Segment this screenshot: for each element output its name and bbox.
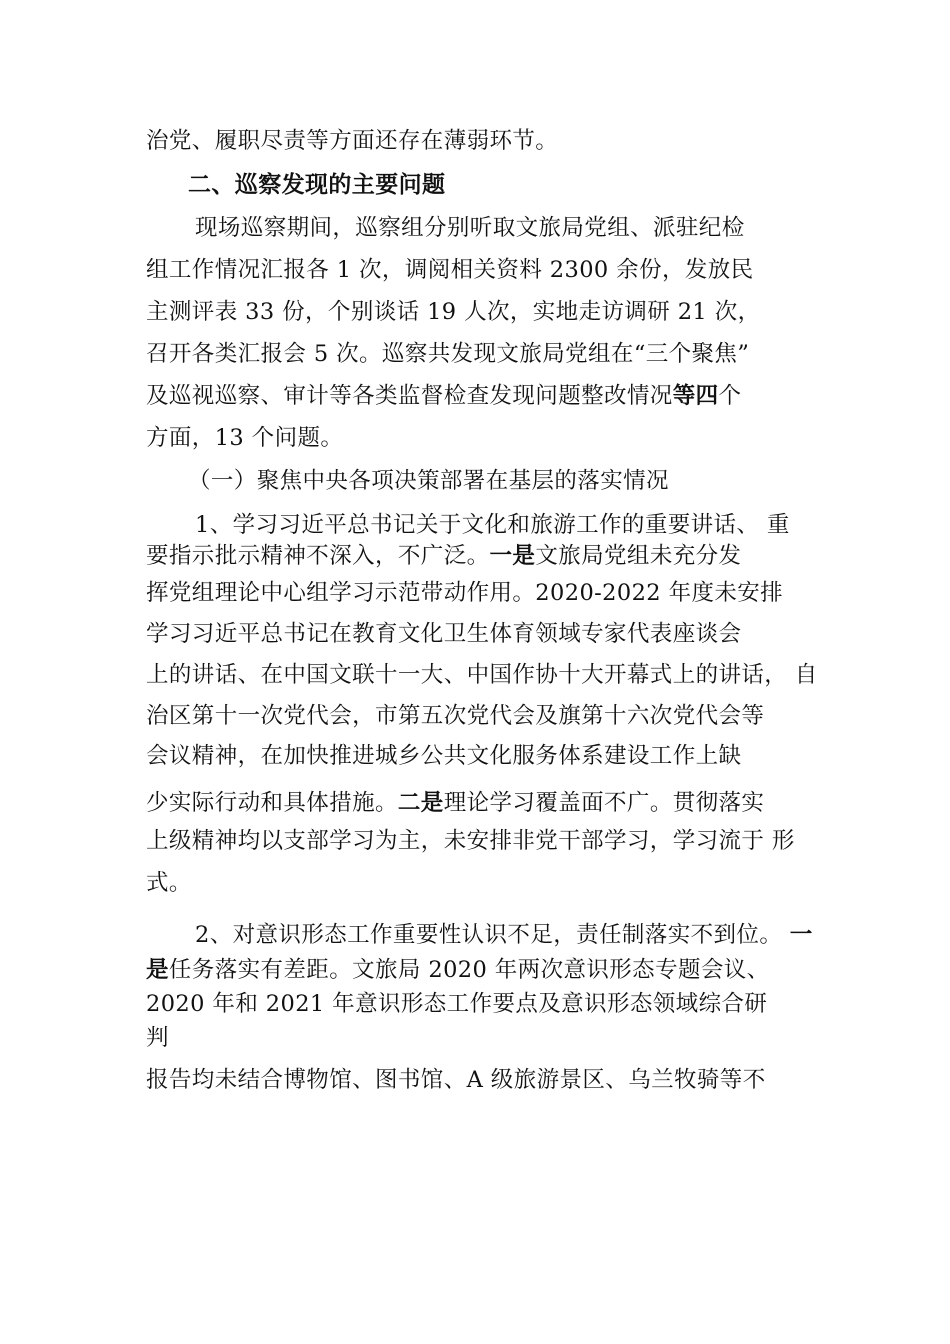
line-text: 任务落实有差距。文旅局 2020 年两次意识形态专题会议、 bbox=[168, 957, 770, 983]
paragraph-line: 学习习近平总书记在教育文化卫生体育领域专家代表座谈会 bbox=[146, 621, 742, 647]
paragraph-line bbox=[146, 955, 770, 985]
paragraph-line: 式。 bbox=[146, 870, 192, 896]
bold-text: 等四 bbox=[672, 383, 719, 409]
paragraph-line: 方面，13 个问题。 bbox=[146, 425, 344, 451]
paragraph-line: 挥党组理论中心组学习示范带动作用。2020-2022 年度未安排 bbox=[146, 580, 784, 606]
line-text: 文旅局党组未充分发 bbox=[535, 543, 742, 569]
paragraph-line: 治党、履职尽责等方面还存在薄弱环节。 bbox=[146, 128, 559, 154]
paragraph-line bbox=[146, 788, 764, 818]
paragraph-line: 主测评表 33 份，个别谈话 19 人次，实地走访调研 21 次， bbox=[146, 299, 761, 325]
paragraph-line: 1、学习习近平总书记关于文化和旅游工作的重要讲话、 重 bbox=[195, 512, 790, 538]
bold-text: 二是 bbox=[397, 790, 444, 816]
paragraph-line: 治区第十一次党代会，市第五次党代会及旗第十六次党代会等 bbox=[146, 703, 765, 729]
section-heading: 二、巡察发现的主要问题 bbox=[188, 172, 446, 198]
bold-text: 一是 bbox=[489, 543, 536, 569]
line-text: 要指示批示精神不深入，不广泛。 bbox=[146, 543, 490, 569]
paragraph-line: 2020 年和 2021 年意识形态工作要点及意识形态领域综合研 bbox=[146, 991, 768, 1017]
bold-text: 一 bbox=[789, 922, 813, 948]
line-text: 少实际行动和具体措施。 bbox=[146, 790, 398, 816]
paragraph-line: 召开各类汇报会 5 次。巡察共发现文旅局党组在“三个聚焦” bbox=[146, 341, 750, 367]
line-text: 个 bbox=[718, 383, 742, 409]
line-text: 理论学习覆盖面不广。贯彻落实 bbox=[443, 790, 765, 816]
paragraph-line: 上级精神均以支部学习为主，未安排非党干部学习，学习流于 形 bbox=[146, 828, 795, 854]
paragraph-line: 会议精神，在加快推进城乡公共文化服务体系建设工作上缺 bbox=[146, 743, 742, 769]
paragraph-line: 判 bbox=[146, 1025, 169, 1051]
paragraph-line bbox=[195, 920, 813, 950]
subsection-heading: （一）聚焦中央各项决策部署在基层的落实情况 bbox=[188, 468, 669, 494]
paragraph-line bbox=[146, 381, 741, 411]
bold-text: 是 bbox=[146, 957, 169, 983]
paragraph-line bbox=[146, 541, 741, 571]
paragraph-line: 报告均未结合博物馆、图书馆、A 级旅游景区、乌兰牧骑等不 bbox=[146, 1067, 766, 1093]
paragraph-line: 现场巡察期间，巡察组分别听取文旅局党组、派驻纪检 bbox=[195, 215, 745, 241]
paragraph-line: 上的讲话、在中国文联十一大、中国作协十大开幕式上的讲话， 自 bbox=[146, 662, 818, 688]
line-text: 2、对意识形态工作重要性认识不足，责任制落实不到位。 bbox=[195, 922, 790, 948]
paragraph-line: 组工作情况汇报各 1 次，调阅相关资料 2300 余份，发放民 bbox=[146, 257, 754, 283]
line-text: 及巡视巡察、审计等各类监督检查发现问题整改情况 bbox=[146, 383, 673, 409]
